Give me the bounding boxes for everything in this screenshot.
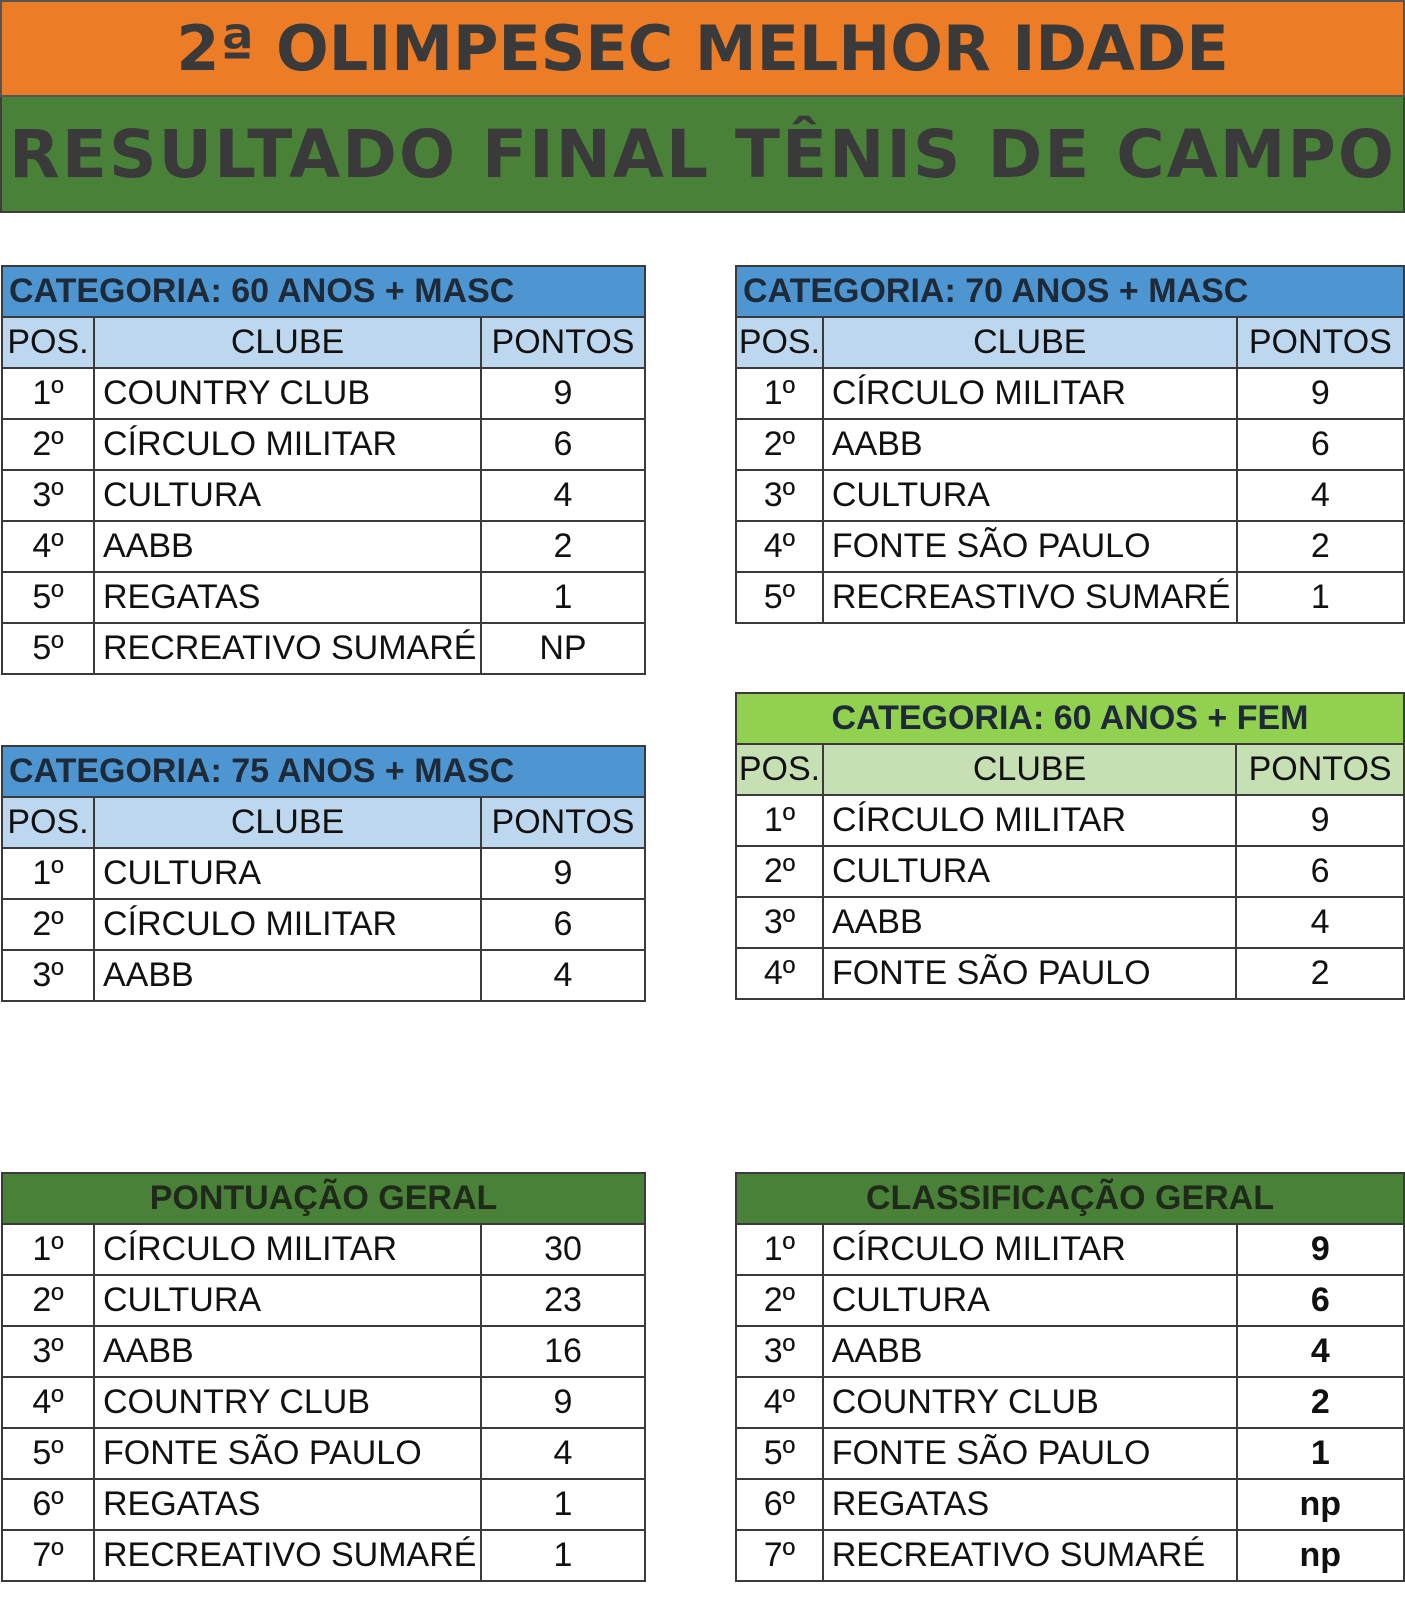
table-title: CATEGORIA: 60 ANOS + FEM xyxy=(736,693,1404,744)
row-points: 9 xyxy=(481,1377,645,1428)
results-subtitle: RESULTADO FINAL TÊNIS DE CAMPO xyxy=(0,97,1405,213)
row-club: CULTURA xyxy=(823,846,1236,897)
row-club: FONTE SÃO PAULO xyxy=(823,948,1236,999)
row-points: 6 xyxy=(1236,846,1404,897)
row-pos: 2º xyxy=(736,419,823,470)
row-points: np xyxy=(1237,1530,1404,1581)
table-row xyxy=(736,521,1404,572)
table-row xyxy=(736,1275,1404,1326)
row-pos: 4º xyxy=(736,948,823,999)
row-club: FONTE SÃO PAULO xyxy=(94,1428,481,1479)
row-club: RECREATIVO SUMARÉ xyxy=(823,1530,1237,1581)
row-pos: 3º xyxy=(2,950,94,1001)
row-club: AABB xyxy=(94,521,481,572)
row-points: 4 xyxy=(481,470,645,521)
header-row xyxy=(2,797,645,848)
row-club: CÍRCULO MILITAR xyxy=(823,368,1237,419)
row-points: 1 xyxy=(481,1479,645,1530)
table-classificacao-geral xyxy=(735,1172,1405,1582)
col-points-header: PONTOS xyxy=(481,317,645,368)
event-title: 2ª OLIMPESEC MELHOR IDADE xyxy=(0,0,1405,97)
row-points: 2 xyxy=(1236,948,1404,999)
header-row xyxy=(736,317,1404,368)
row-club: CULTURA xyxy=(94,848,481,899)
table-title: CATEGORIA: 75 ANOS + MASC xyxy=(2,746,645,797)
row-pos: 2º xyxy=(736,1275,823,1326)
table-row xyxy=(2,950,645,1001)
col-pos-header: POS. xyxy=(2,317,94,368)
row-pos: 3º xyxy=(2,470,94,521)
row-pos: 5º xyxy=(2,623,94,674)
row-club: CÍRCULO MILITAR xyxy=(823,1224,1237,1275)
header-row xyxy=(736,744,1404,795)
table-row xyxy=(2,1428,645,1479)
table-row xyxy=(2,572,645,623)
row-points: 1 xyxy=(1237,1428,1404,1479)
row-pos: 2º xyxy=(736,846,823,897)
row-club: REGATAS xyxy=(823,1479,1237,1530)
table-row xyxy=(736,948,1404,999)
table-row xyxy=(736,572,1404,623)
row-club: CULTURA xyxy=(823,1275,1237,1326)
table-row xyxy=(736,795,1404,846)
row-club: COUNTRY CLUB xyxy=(94,368,481,419)
row-pos: 2º xyxy=(2,899,94,950)
table-title: CLASSIFICAÇÃO GERAL xyxy=(736,1173,1404,1224)
col-points-header: PONTOS xyxy=(1237,317,1404,368)
table-row xyxy=(2,1326,645,1377)
col-points-header: PONTOS xyxy=(1236,744,1404,795)
row-pos: 1º xyxy=(736,795,823,846)
row-pos: 5º xyxy=(2,1428,94,1479)
row-points: 23 xyxy=(481,1275,645,1326)
table-row xyxy=(2,1275,645,1326)
table-row xyxy=(736,897,1404,948)
row-club: RECREATIVO SUMARÉ xyxy=(94,623,481,674)
table-row xyxy=(2,1224,645,1275)
table-60-masc xyxy=(1,265,646,675)
col-pos-header: POS. xyxy=(736,317,823,368)
row-pos: 4º xyxy=(736,1377,823,1428)
row-club: CÍRCULO MILITAR xyxy=(823,795,1236,846)
row-pos: 3º xyxy=(2,1326,94,1377)
row-club: CULTURA xyxy=(94,470,481,521)
table-row xyxy=(2,521,645,572)
row-pos: 1º xyxy=(736,368,823,419)
row-points: 2 xyxy=(1237,521,1404,572)
row-points: NP xyxy=(481,623,645,674)
row-points: 9 xyxy=(481,368,645,419)
row-pos: 3º xyxy=(736,897,823,948)
row-pos: 4º xyxy=(736,521,823,572)
table-row xyxy=(2,1530,645,1581)
row-club: CULTURA xyxy=(94,1275,481,1326)
table-row xyxy=(736,368,1404,419)
row-pos: 5º xyxy=(2,572,94,623)
row-points: 4 xyxy=(1237,470,1404,521)
table-60-fem xyxy=(735,692,1405,1000)
row-club: CÍRCULO MILITAR xyxy=(94,899,481,950)
row-pos: 1º xyxy=(736,1224,823,1275)
table-row xyxy=(2,368,645,419)
row-club: CULTURA xyxy=(823,470,1237,521)
row-club: CÍRCULO MILITAR xyxy=(94,419,481,470)
table-row xyxy=(736,1326,1404,1377)
row-points: np xyxy=(1237,1479,1404,1530)
row-points: 6 xyxy=(1237,1275,1404,1326)
row-club: AABB xyxy=(823,1326,1237,1377)
table-row xyxy=(736,1530,1404,1581)
table-row xyxy=(736,1377,1404,1428)
row-pos: 7º xyxy=(736,1530,823,1581)
row-pos: 7º xyxy=(2,1530,94,1581)
row-club: COUNTRY CLUB xyxy=(823,1377,1237,1428)
row-points: 9 xyxy=(1236,795,1404,846)
row-club: AABB xyxy=(94,1326,481,1377)
row-points: 2 xyxy=(1237,1377,1404,1428)
row-points: 4 xyxy=(1237,1326,1404,1377)
row-club: REGATAS xyxy=(94,1479,481,1530)
table-row xyxy=(2,419,645,470)
row-points: 4 xyxy=(481,950,645,1001)
col-club-header: CLUBE xyxy=(823,317,1237,368)
row-pos: 4º xyxy=(2,521,94,572)
header-row xyxy=(2,317,645,368)
row-pos: 5º xyxy=(736,572,823,623)
row-club: RECREATIVO SUMARÉ xyxy=(94,1530,481,1581)
row-points: 1 xyxy=(1237,572,1404,623)
table-title: CATEGORIA: 70 ANOS + MASC xyxy=(736,266,1404,317)
col-pos-header: POS. xyxy=(2,797,94,848)
table-75-masc xyxy=(1,745,646,1002)
table-row xyxy=(736,1479,1404,1530)
row-club: AABB xyxy=(823,419,1237,470)
table-title: CATEGORIA: 60 ANOS + MASC xyxy=(2,266,645,317)
table-row xyxy=(736,846,1404,897)
table-row xyxy=(2,1479,645,1530)
row-pos: 5º xyxy=(736,1428,823,1479)
col-club-header: CLUBE xyxy=(823,744,1236,795)
table-row xyxy=(2,1377,645,1428)
table-row xyxy=(2,899,645,950)
table-70-masc xyxy=(735,265,1405,624)
row-points: 9 xyxy=(1237,368,1404,419)
table-row xyxy=(736,1224,1404,1275)
row-points: 2 xyxy=(481,521,645,572)
table-pontuacao-geral xyxy=(1,1172,646,1582)
row-pos: 1º xyxy=(2,1224,94,1275)
row-points: 4 xyxy=(1236,897,1404,948)
col-points-header: PONTOS xyxy=(481,797,645,848)
row-club: RECREASTIVO SUMARÉ xyxy=(823,572,1237,623)
row-points: 16 xyxy=(481,1326,645,1377)
row-points: 4 xyxy=(481,1428,645,1479)
row-pos: 3º xyxy=(736,1326,823,1377)
table-row xyxy=(2,848,645,899)
row-pos: 1º xyxy=(2,848,94,899)
row-pos: 2º xyxy=(2,1275,94,1326)
row-pos: 4º xyxy=(2,1377,94,1428)
row-points: 6 xyxy=(1237,419,1404,470)
col-club-header: CLUBE xyxy=(94,797,481,848)
table-row xyxy=(2,470,645,521)
row-club: AABB xyxy=(94,950,481,1001)
row-pos: 3º xyxy=(736,470,823,521)
table-row xyxy=(2,623,645,674)
row-club: COUNTRY CLUB xyxy=(94,1377,481,1428)
col-club-header: CLUBE xyxy=(94,317,481,368)
row-pos: 2º xyxy=(2,419,94,470)
row-points: 30 xyxy=(481,1224,645,1275)
table-row xyxy=(736,419,1404,470)
row-points: 9 xyxy=(1237,1224,1404,1275)
row-points: 6 xyxy=(481,419,645,470)
row-pos: 6º xyxy=(736,1479,823,1530)
table-row xyxy=(736,1428,1404,1479)
row-club: FONTE SÃO PAULO xyxy=(823,1428,1237,1479)
row-points: 6 xyxy=(481,899,645,950)
row-points: 1 xyxy=(481,1530,645,1581)
row-club: AABB xyxy=(823,897,1236,948)
row-club: FONTE SÃO PAULO xyxy=(823,521,1237,572)
row-points: 1 xyxy=(481,572,645,623)
row-points: 9 xyxy=(481,848,645,899)
row-club: CÍRCULO MILITAR xyxy=(94,1224,481,1275)
row-pos: 1º xyxy=(2,368,94,419)
row-pos: 6º xyxy=(2,1479,94,1530)
col-pos-header: POS. xyxy=(736,744,823,795)
row-club: REGATAS xyxy=(94,572,481,623)
table-row xyxy=(736,470,1404,521)
table-title: PONTUAÇÃO GERAL xyxy=(2,1173,645,1224)
